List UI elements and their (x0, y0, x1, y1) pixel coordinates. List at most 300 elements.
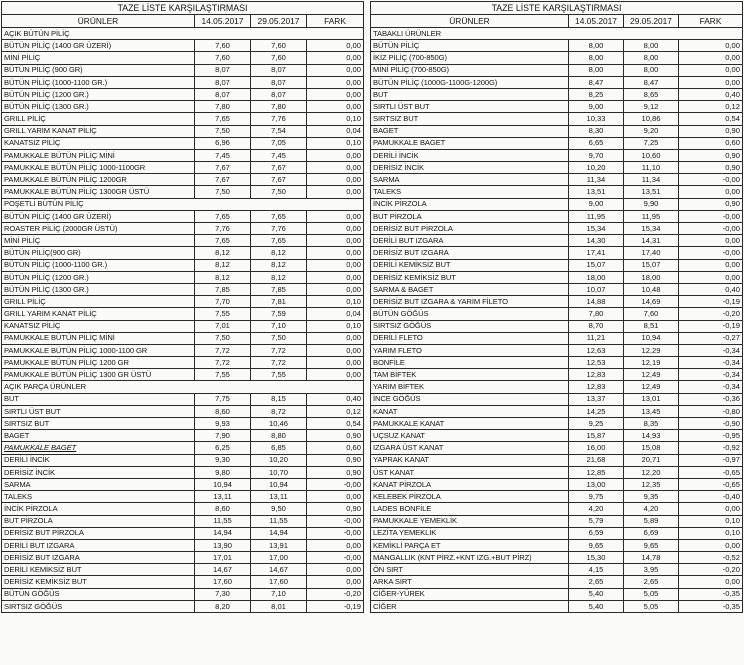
price-date-2: 6,69 (624, 527, 679, 539)
table-row (2, 186, 364, 198)
price-difference: -0,92 (679, 442, 743, 454)
product-name: PAMUKKALE YEMEKLİK (371, 515, 569, 527)
product-name: IZGARA ÜST KANAT (371, 442, 569, 454)
price-difference: 0,00 (307, 576, 364, 588)
price-difference: 0,10 (679, 527, 743, 539)
product-name: BÜTÜN PİLİÇ (1000G-1100G-1200G) (371, 76, 569, 88)
price-difference: -0,27 (679, 332, 743, 344)
price-difference: -0,95 (679, 430, 743, 442)
price-date-2: 10,46 (251, 418, 307, 430)
price-difference: 0,00 (307, 271, 364, 283)
price-difference: 0,00 (679, 503, 743, 515)
price-date-2: 7,60 (251, 52, 307, 64)
product-name: TALEKS (2, 491, 195, 503)
product-name: TAM BİFTEK (371, 369, 569, 381)
product-name: YARIM FLETO (371, 344, 569, 356)
section-title: TABAKLI ÜRÜNLER (371, 28, 743, 40)
price-difference: 0,00 (307, 186, 364, 198)
price-date-1: 7,65 (195, 113, 251, 125)
price-date-2: 13,45 (624, 405, 679, 417)
product-name: BUT PİRZOLA (371, 210, 569, 222)
price-date-1: 11,95 (569, 210, 624, 222)
table-row (371, 478, 743, 490)
table-row (2, 393, 364, 405)
product-name: ROASTER PİLİÇ (2000GR ÜSTÜ) (2, 223, 195, 235)
price-difference: 0,90 (679, 198, 743, 210)
price-difference: -0,35 (679, 588, 743, 600)
table-row (2, 600, 364, 612)
price-date-2: 7,85 (251, 283, 307, 295)
price-difference: 0,00 (307, 235, 364, 247)
product-name: MİNİ PİLİÇ (2, 52, 195, 64)
price-date-2: 10,94 (251, 478, 307, 490)
price-date-2: 8,12 (251, 247, 307, 259)
price-difference: -0,00 (679, 247, 743, 259)
product-name: KANATSIZ PİLİÇ (2, 137, 195, 149)
price-difference: -0,34 (679, 381, 743, 393)
price-date-2: 13,91 (251, 539, 307, 551)
table-row (371, 101, 743, 113)
table-row (371, 162, 743, 174)
product-name: SARMA & BAGET (371, 283, 569, 295)
price-date-2: 10,20 (251, 454, 307, 466)
price-date-2: 10,94 (624, 332, 679, 344)
price-difference: 0,00 (679, 259, 743, 271)
price-date-1: 14,30 (569, 235, 624, 247)
product-name: KANAT PİRZOLA (371, 478, 569, 490)
table-row (371, 76, 743, 88)
price-date-1: 7,55 (195, 369, 251, 381)
price-date-2: 7,10 (251, 588, 307, 600)
product-name: PAMUKKALE BÜTÜN PİLİÇ 1300 GR ÜSTÜ (2, 369, 195, 381)
price-date-1: 8,25 (569, 88, 624, 100)
table-title: TAZE LİSTE KARŞILAŞTIRMASI (2, 2, 364, 15)
price-date-1: 7,76 (195, 223, 251, 235)
table-row (2, 418, 364, 430)
product-name: BÜTÜN PİLİÇ(900 GR) (2, 247, 195, 259)
price-difference: -0,52 (679, 552, 743, 564)
price-date-2: 7,72 (251, 357, 307, 369)
table-row (2, 430, 364, 442)
price-date-2: 5,89 (624, 515, 679, 527)
product-name: SIRTSIZ GÖĞÜS (2, 600, 195, 612)
column-header-products: ÜRÜNLER (371, 15, 569, 28)
price-difference: 0,00 (307, 174, 364, 186)
table-row (371, 235, 743, 247)
price-date-1: 9,80 (195, 466, 251, 478)
price-difference: 0,40 (307, 393, 364, 405)
price-date-1: 14,94 (195, 527, 251, 539)
price-difference: -0,97 (679, 454, 743, 466)
table-row (2, 210, 364, 222)
product-name: SIRTSIZ BUT (2, 418, 195, 430)
price-difference: -0,40 (679, 491, 743, 503)
product-name: YARIM BİFTEK (371, 381, 569, 393)
table-row (2, 162, 364, 174)
table-row (371, 344, 743, 356)
table-row (371, 174, 743, 186)
price-date-2: 9,35 (624, 491, 679, 503)
price-date-1: 7,75 (195, 393, 251, 405)
table-row (2, 527, 364, 539)
price-date-2: 8,00 (624, 40, 679, 52)
product-name: DERİLİ İNCİK (371, 149, 569, 161)
table-row (371, 515, 743, 527)
price-difference: 0,00 (307, 539, 364, 551)
price-date-2: 11,10 (624, 162, 679, 174)
price-date-1: 15,07 (569, 259, 624, 271)
table-row (371, 137, 743, 149)
price-date-1: 12,83 (569, 381, 624, 393)
product-name: PAMUKKALE BAGET (2, 442, 195, 454)
price-difference: 0,40 (679, 283, 743, 295)
price-date-2: 7,50 (251, 332, 307, 344)
price-difference: 0,00 (307, 149, 364, 161)
price-date-1: 7,60 (195, 40, 251, 52)
price-date-1: 7,55 (195, 308, 251, 320)
product-name: DERİLİ KEMİKSİZ BUT (371, 259, 569, 271)
column-header-difference: FARK (307, 15, 364, 28)
price-difference: -0,34 (679, 369, 743, 381)
price-date-1: 13,11 (195, 491, 251, 503)
price-date-1: 12,63 (569, 344, 624, 356)
price-date-2: 7,80 (251, 101, 307, 113)
price-difference: 0,00 (679, 40, 743, 52)
table-row (371, 430, 743, 442)
price-difference: 0,00 (679, 235, 743, 247)
table-row (371, 113, 743, 125)
price-date-2: 15,34 (624, 223, 679, 235)
table-row (2, 259, 364, 271)
table-row (371, 88, 743, 100)
price-difference: 0,00 (307, 369, 364, 381)
price-date-1: 8,12 (195, 247, 251, 259)
section-header-row (2, 28, 364, 40)
price-date-1: 5,79 (569, 515, 624, 527)
price-date-2: 7,60 (624, 308, 679, 320)
price-date-1: 8,00 (569, 52, 624, 64)
price-date-2: 18,00 (624, 271, 679, 283)
price-difference: -0,00 (307, 515, 364, 527)
table-row (2, 52, 364, 64)
table-row (371, 588, 743, 600)
section-header-row (2, 381, 364, 393)
price-date-2: 7,76 (251, 113, 307, 125)
price-date-1: 4,15 (569, 564, 624, 576)
product-name: PAMUKKALE BÜTÜN PİLİÇ 1200GR (2, 174, 195, 186)
price-date-1: 11,55 (195, 515, 251, 527)
price-date-1: 6,59 (569, 527, 624, 539)
price-date-1: 7,50 (195, 332, 251, 344)
price-difference: 0,00 (307, 210, 364, 222)
product-name: BÜTÜN PİLİÇ (1000-1100 GR.) (2, 259, 195, 271)
product-name: BÜTÜN GÖĞÜS (371, 308, 569, 320)
product-name: LADES BONFİLE (371, 503, 569, 515)
price-date-2: 8,12 (251, 259, 307, 271)
price-date-1: 8,00 (569, 40, 624, 52)
product-name: TALEKS (371, 186, 569, 198)
price-date-1: 9,93 (195, 418, 251, 430)
table-row (371, 149, 743, 161)
table-row (2, 369, 364, 381)
table-row (2, 174, 364, 186)
price-date-2: 8,72 (251, 405, 307, 417)
price-date-1: 9,00 (569, 198, 624, 210)
price-date-1: 7,60 (195, 52, 251, 64)
table-row (2, 283, 364, 295)
price-date-1: 9,25 (569, 418, 624, 430)
price-date-2: 8,07 (251, 76, 307, 88)
price-date-2: 8,01 (251, 600, 307, 612)
product-name: ARKA SIRT (371, 576, 569, 588)
product-name: MANGALLIK (KNT PİRZ.+KNT IZG.+BUT PİRZ) (371, 552, 569, 564)
product-name: PAMUKKALE BÜTÜN PİLİÇ 1000-1100GR (2, 162, 195, 174)
price-difference: 0,90 (679, 149, 743, 161)
price-date-2: 17,00 (251, 552, 307, 564)
price-date-2: 7,05 (251, 137, 307, 149)
product-name: BÜTÜN PİLİÇ (1000-1100 GR.) (2, 76, 195, 88)
price-difference: 0,00 (307, 247, 364, 259)
price-date-2: 14,67 (251, 564, 307, 576)
price-date-1: 15,87 (569, 430, 624, 442)
price-date-1: 12,85 (569, 466, 624, 478)
price-date-1: 7,90 (195, 430, 251, 442)
price-date-2: 7,54 (251, 125, 307, 137)
price-difference: 0,90 (679, 162, 743, 174)
column-header-date-2: 29.05.2017 (624, 15, 679, 28)
price-difference: 0,00 (679, 52, 743, 64)
section-title: POŞETLİ BÜTÜN PİLİÇ (2, 198, 364, 210)
price-difference: 0,00 (307, 40, 364, 52)
price-date-2: 12,49 (624, 381, 679, 393)
table-row (371, 442, 743, 454)
price-difference: 0,10 (307, 113, 364, 125)
product-name: CİĞER (371, 600, 569, 612)
price-difference: -0,20 (307, 588, 364, 600)
price-date-1: 7,80 (195, 101, 251, 113)
price-date-2: 17,40 (624, 247, 679, 259)
table-row (371, 576, 743, 588)
product-name: DERİLİ BUT IZGARA (2, 539, 195, 551)
price-date-2: 5,05 (624, 600, 679, 612)
price-date-1: 7,85 (195, 283, 251, 295)
table-row (371, 564, 743, 576)
column-header-products: ÜRÜNLER (2, 15, 195, 28)
product-name: DERİSİZ BUT IZGARA & YARIM FİLETO (371, 296, 569, 308)
price-difference: 0,10 (679, 515, 743, 527)
product-name: PAMUKKALE BÜTÜN PİLİÇ MİNİ (2, 149, 195, 161)
price-date-1: 6,96 (195, 137, 251, 149)
table-row (371, 223, 743, 235)
product-name: LEZİTA YEMEKLİK (371, 527, 569, 539)
table-row (2, 76, 364, 88)
price-date-2: 9,12 (624, 101, 679, 113)
table-row (2, 576, 364, 588)
price-date-1: 7,45 (195, 149, 251, 161)
price-difference: -0,34 (679, 357, 743, 369)
price-date-1: 9,65 (569, 539, 624, 551)
price-date-1: 8,47 (569, 76, 624, 88)
price-date-2: 9,65 (624, 539, 679, 551)
price-date-2: 7,76 (251, 223, 307, 235)
price-difference: 0,00 (307, 64, 364, 76)
table-row (371, 320, 743, 332)
price-date-1: 8,20 (195, 600, 251, 612)
table-row (371, 296, 743, 308)
table-row (371, 503, 743, 515)
price-date-2: 12,49 (624, 369, 679, 381)
product-name: DERİLİ FLETO (371, 332, 569, 344)
table-row (2, 223, 364, 235)
table-row (371, 491, 743, 503)
product-name: SIRTLI ÜST BUT (371, 101, 569, 113)
column-header-date-1: 14.05.2017 (195, 15, 251, 28)
price-date-2: 13,51 (624, 186, 679, 198)
product-name: DERİSİZ BUT PİRZOLA (2, 527, 195, 539)
table-row (2, 149, 364, 161)
product-name: PAMUKKALE BÜTÜN PİLİÇ 1000-1100 GR (2, 344, 195, 356)
product-name: DERİLİ İNCİK (2, 454, 195, 466)
table-row (371, 552, 743, 564)
price-date-2: 10,48 (624, 283, 679, 295)
table-row (2, 466, 364, 478)
table-row (2, 539, 364, 551)
price-date-2: 12,19 (624, 357, 679, 369)
product-name: DERİLİ KEMİKSİZ BUT (2, 564, 195, 576)
price-date-1: 12,53 (569, 357, 624, 369)
price-date-2: 7,25 (624, 137, 679, 149)
price-date-1: 7,80 (569, 308, 624, 320)
product-name: DERİSİZ İNCİK (371, 162, 569, 174)
right-comparison-table (370, 1, 743, 613)
price-date-1: 13,37 (569, 393, 624, 405)
table-row (371, 210, 743, 222)
price-date-1: 9,30 (195, 454, 251, 466)
price-date-1: 2,65 (569, 576, 624, 588)
table-row (371, 332, 743, 344)
product-name: SIRTSIZ GÖĞÜS (371, 320, 569, 332)
product-name: BÜTÜN PİLİÇ (1300 GR.) (2, 283, 195, 295)
product-name: BÜTÜN PİLİÇ (371, 40, 569, 52)
price-difference: 0,00 (679, 539, 743, 551)
price-difference: -0,19 (307, 600, 364, 612)
section-title: AÇIK PARÇA ÜRÜNLER (2, 381, 364, 393)
price-difference: 0,90 (307, 430, 364, 442)
price-difference: -0,36 (679, 393, 743, 405)
table-row (2, 503, 364, 515)
table-row (2, 308, 364, 320)
table-row (371, 369, 743, 381)
price-difference: 0,10 (307, 296, 364, 308)
price-date-2: 13,01 (624, 393, 679, 405)
column-header-date-2: 29.05.2017 (251, 15, 307, 28)
price-date-2: 8,07 (251, 64, 307, 76)
section-header-row (371, 28, 743, 40)
price-difference: 0,60 (307, 442, 364, 454)
price-date-2: 9,20 (624, 125, 679, 137)
price-date-2: 7,50 (251, 186, 307, 198)
table-row (2, 478, 364, 490)
price-date-1: 7,65 (195, 210, 251, 222)
price-date-2: 14,78 (624, 552, 679, 564)
price-difference: -0,65 (679, 478, 743, 490)
price-date-2: 10,60 (624, 149, 679, 161)
price-date-2: 7,81 (251, 296, 307, 308)
table-row (2, 40, 364, 52)
table-row (371, 198, 743, 210)
product-name: BÜTÜN PİLİÇ (1200 GR.) (2, 271, 195, 283)
price-date-2: 8,80 (251, 430, 307, 442)
price-date-1: 13,51 (569, 186, 624, 198)
price-difference: 0,12 (679, 101, 743, 113)
price-difference: 0,00 (307, 101, 364, 113)
product-name: GRILL YARIM KANAT PİLİÇ (2, 125, 195, 137)
product-name: İKİZ PİLİÇ (700-850G) (371, 52, 569, 64)
table-row (371, 357, 743, 369)
table-row (2, 344, 364, 356)
product-name: KEMİKLİ PARÇA ET (371, 539, 569, 551)
price-difference: -0,80 (679, 405, 743, 417)
price-difference: -0,00 (307, 527, 364, 539)
price-difference: 0,90 (307, 503, 364, 515)
table-body (2, 28, 364, 613)
price-date-2: 2,65 (624, 576, 679, 588)
price-date-2: 7,72 (251, 344, 307, 356)
product-name: PAMUKKALE BAGET (371, 137, 569, 149)
price-difference: 0,54 (307, 418, 364, 430)
column-header-difference: FARK (679, 15, 743, 28)
price-date-1: 11,34 (569, 174, 624, 186)
table-row (2, 454, 364, 466)
product-name: PAMUKKALE BÜTÜN PİLİÇ 1300GR ÜSTÜ (2, 186, 195, 198)
left-comparison-table (1, 1, 364, 613)
section-title: AÇIK BÜTÜN PİLİÇ (2, 28, 364, 40)
price-date-1: 7,50 (195, 125, 251, 137)
product-name: SIRTLI ÜST BUT (2, 405, 195, 417)
product-name: KELEBEK PİRZOLA (371, 491, 569, 503)
product-name: CİĞER-YÜREK (371, 588, 569, 600)
price-difference: -0,65 (679, 466, 743, 478)
price-difference: 0,10 (307, 320, 364, 332)
price-difference: 0,00 (307, 564, 364, 576)
table-body (371, 28, 743, 613)
price-difference: 0,54 (679, 113, 743, 125)
price-date-2: 13,11 (251, 491, 307, 503)
price-date-1: 8,12 (195, 259, 251, 271)
table-row (371, 247, 743, 259)
table-row (2, 247, 364, 259)
price-date-2: 11,55 (251, 515, 307, 527)
price-date-1: 17,41 (569, 247, 624, 259)
product-name: BÜTÜN PİLİÇ (1400 GR ÜZERİ) (2, 40, 195, 52)
price-date-2: 8,51 (624, 320, 679, 332)
table-row (2, 405, 364, 417)
price-date-1: 7,72 (195, 344, 251, 356)
price-date-1: 8,12 (195, 271, 251, 283)
price-difference: -0,20 (679, 308, 743, 320)
table-row (2, 101, 364, 113)
price-date-1: 9,00 (569, 101, 624, 113)
table-row (2, 88, 364, 100)
price-difference: 0,00 (679, 64, 743, 76)
product-name: KANATSIZ PİLİÇ (2, 320, 195, 332)
price-difference: -0,00 (679, 223, 743, 235)
product-name: BÜTÜN PİLİÇ (1400 GR ÜZERİ) (2, 210, 195, 222)
table-row (2, 64, 364, 76)
price-date-2: 14,94 (251, 527, 307, 539)
product-name: GRILL YARIM KANAT PİLİÇ (2, 308, 195, 320)
table-row (371, 418, 743, 430)
